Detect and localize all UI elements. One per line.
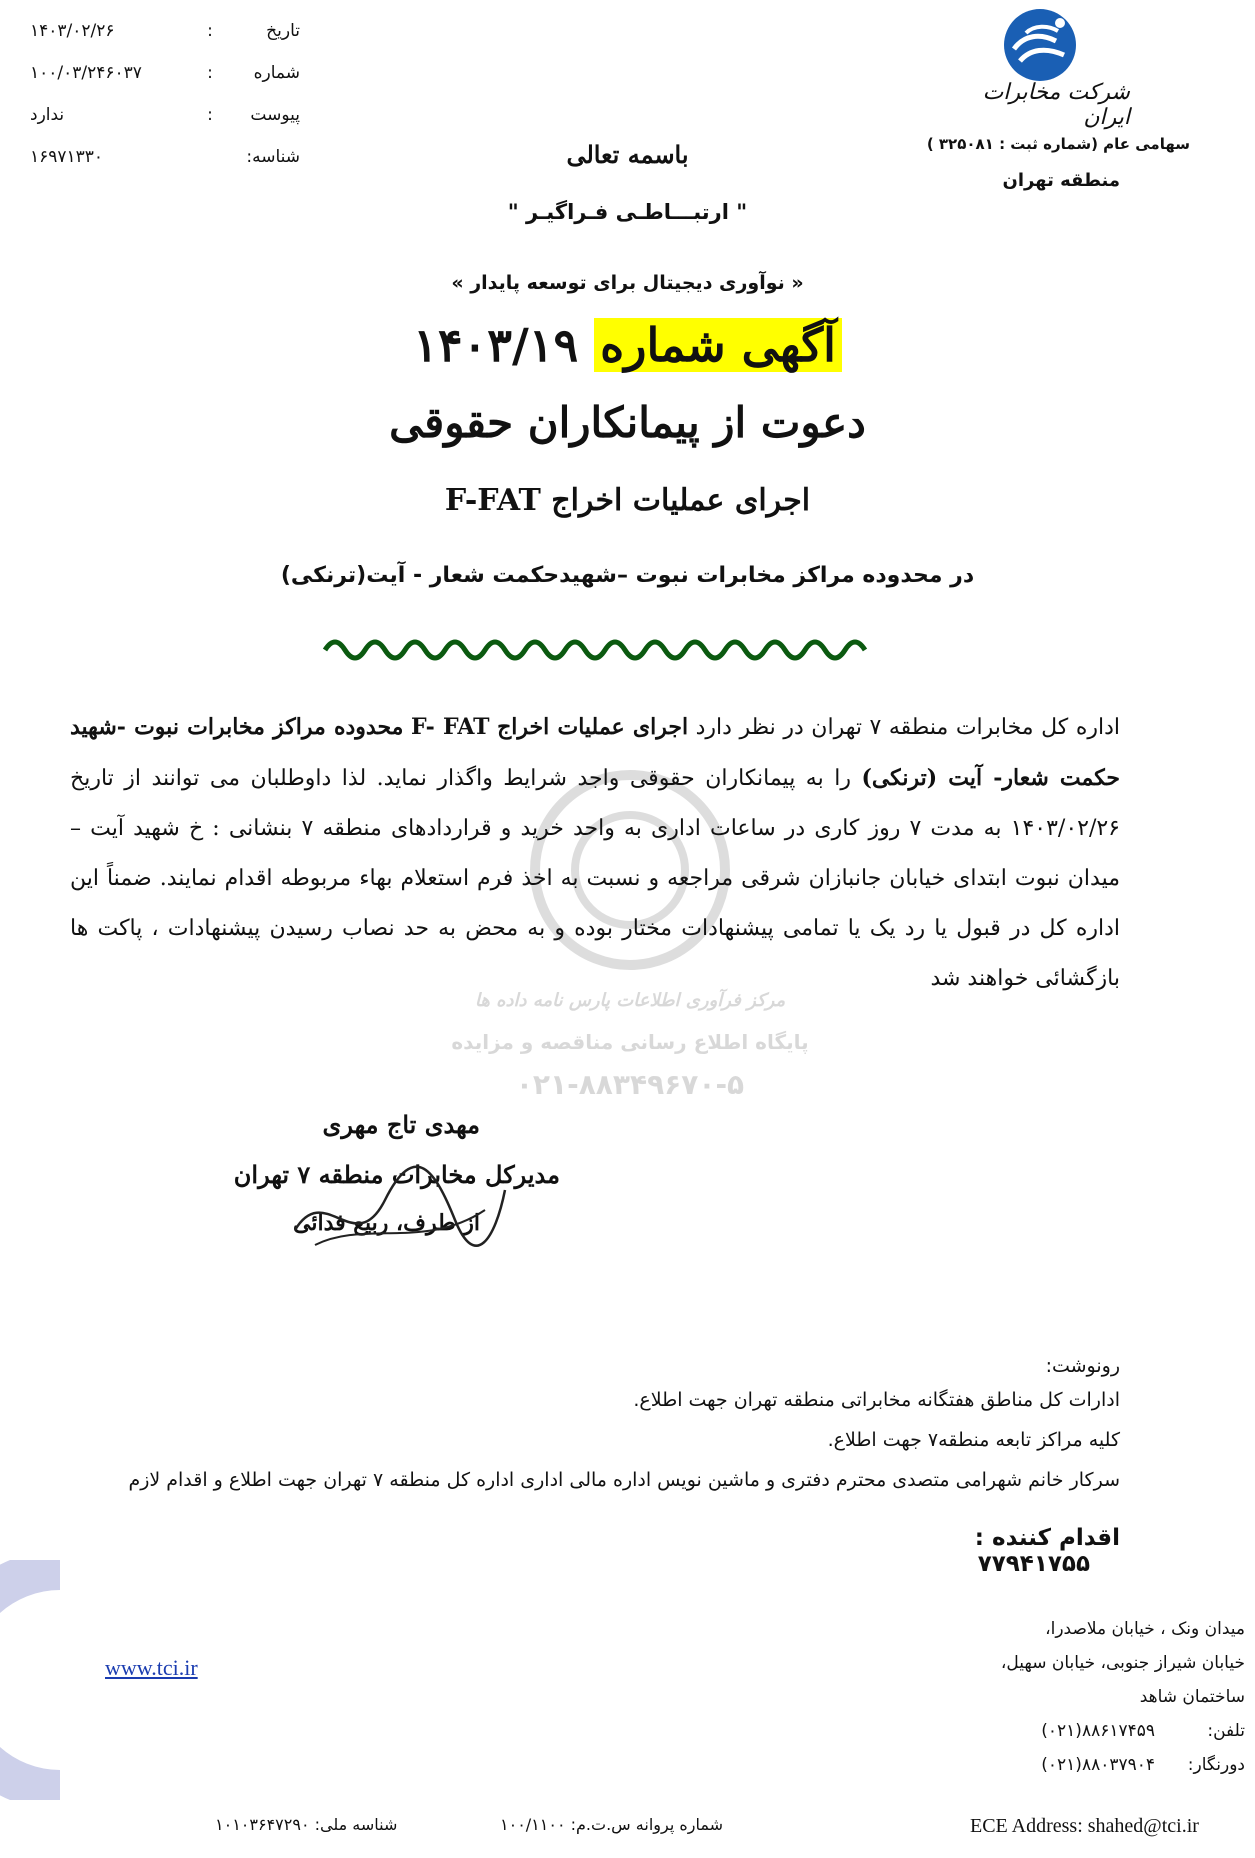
phone-row [860, 1714, 1245, 1748]
ad-number-heading [0, 318, 1255, 372]
bismillah-heading: باسمه تعالی [566, 140, 689, 169]
watermark-phone: ۰۲۱-۸۸۳۴۹۶۷۰-۵ [515, 1068, 745, 1101]
attachment-value: ندارد [30, 105, 65, 125]
company-registration: سهامی عام (شماره ثبت : ۳۲۵۰۸۱ ) [926, 135, 1190, 153]
fax-value: (۰۲۱)۸۸۰۳۷۹۰۴ [1041, 1755, 1155, 1775]
body-project: اجرای عملیات اخراج [497, 714, 689, 740]
announcement-body [70, 702, 1120, 1004]
copy-recipient: ادارات کل مناطق هفتگانه مخابراتی منطقه تهران جهت اطلاع. [633, 1389, 1120, 1411]
action-label: اقدام کننده : [974, 1525, 1120, 1551]
action-number: ۷۷۹۴۱۷۵۵ [977, 1551, 1090, 1577]
slogan-primary: " ارتبـــاطـی فـراگیـر " [507, 200, 748, 224]
body-intro: اداره کل مخابرات منطقه ۷ تهران در نظر دارد [695, 715, 1120, 740]
ornamental-divider [315, 630, 875, 670]
date-row: تاریخ : ۱۴۰۳/۰۲/۲۶ [30, 21, 300, 41]
signer-title: مدیرکل مخابرات منطقه ۷ تهران [233, 1160, 560, 1189]
tci-emblem-icon [1000, 5, 1080, 85]
company-name: شرکت مخابرات ایران [982, 80, 1130, 130]
company-logo [926, 5, 1210, 205]
fax-row [860, 1748, 1245, 1782]
signer-name: مهدی تاج مهری [322, 1110, 480, 1139]
fax-label: دورنگار: [1187, 1755, 1245, 1775]
address-line: میدان ونک ، خیابان ملاصدرا، [1045, 1619, 1245, 1639]
watermark-line1: مرکز فرآوری اطلاعات پارس نامه داده ها [474, 990, 786, 1011]
attachment-row: پیوست : ندارد [30, 105, 300, 125]
copies-section [120, 1355, 1120, 1509]
body-ffat: F- FAT [411, 714, 490, 740]
body-details: را به پیمانکاران حقوقی واجد شرایط واگذار نماید. لذا داوطلبان می توانند از تاریخ ۱۴۰۳/۰۲/۲۶ به مدت ۷ روز کاری در ساعات اداری به واحد خرید و قراردادهای منطقه ۷ بنشانی : خ شهید آیت – میدان نبوت ابتدای خیابان جانبازان شرقی مراجعه و نسبت به اخذ فرم استعلام بهاء مربوطه اقدام نمایند. ضمناً این اداره کل در قبول یا رد یک یا تمامی پیشنهادات مختار بوده و به محض به حد نصاب رسیدن پیشنهادات ، پاکت ها بازگشائی خواهند شد [70, 766, 1120, 991]
id-value: ۱۶۹۷۱۳۳۰ [30, 147, 104, 167]
company-region: منطقه تهران [1002, 170, 1120, 191]
permit-number: شماره پروانه س.ت.م: ۱۰۰/۱۱۰۰ [500, 1815, 723, 1834]
number-value: ۱۰۰/۰۳/۲۴۶۰۳۷ [30, 63, 142, 83]
slogan-secondary: « نوآوری دیجیتال برای توسعه پایدار » [451, 272, 804, 294]
address-line: خیابان شیراز جنوبی، خیابان سهیل، [1000, 1653, 1245, 1673]
company-address [860, 1612, 1245, 1782]
copy-recipient: سرکار خانم شهرامی متصدی محترم دفتری و ماشین نویس اداره مالی اداری اداره کل منطقه ۷ تهران جهت اطلاع و اقدام لازم [128, 1469, 1120, 1491]
attachment-label: پیوست [250, 105, 300, 125]
area-heading: در محدوده مراکز مخابرات نبوت –شهیدحکمت شعار - آیت(ترنکی) [280, 563, 975, 588]
signer-on-behalf: از طرف، ربیع فدائی [293, 1210, 480, 1236]
ad-number: ۱۴۰۳/۱۹ [413, 318, 579, 372]
copy-recipient: کلیه مراکز تابعه منطقه۷ جهت اطلاع. [827, 1429, 1120, 1451]
decorative-arc-icon [0, 1560, 90, 1800]
ece-address: ECE Address: shahed@tci.ir [970, 1815, 1199, 1837]
id-label: شناسه: [246, 147, 300, 167]
website-link[interactable]: www.tci.ir [105, 1655, 198, 1680]
date-label: تاریخ [266, 21, 300, 41]
phone-label: تلفن: [1207, 1721, 1245, 1741]
phone-value: (۰۲۱)۸۸۶۱۷۴۵۹ [1041, 1721, 1155, 1741]
date-value: ۱۴۰۳/۰۲/۲۶ [30, 21, 115, 41]
copies-heading: رونوشت: [1045, 1355, 1120, 1377]
ad-label-highlight: آگهی شماره [594, 318, 842, 372]
national-id: شناسه ملی: ۱۰۱۰۳۶۴۷۲۹۰ [215, 1815, 398, 1834]
watermark-line2: پایگاه اطلاع رسانی مناقصه و مزایده [451, 1030, 809, 1054]
body-area: محدوده مراکز مخابرات نبوت -شهید حکمت شعار- آیت (ترنکی) [70, 714, 1120, 791]
handwritten-signature-icon [285, 1150, 515, 1270]
number-label: شماره [253, 63, 300, 83]
action-by [850, 1525, 1120, 1577]
number-row: شماره : ۱۰۰/۰۳/۲۴۶۰۳۷ [30, 63, 300, 83]
address-line: ساختمان شاهد [1139, 1687, 1245, 1707]
project-heading: اجرای عملیات اخراج F-FAT [444, 483, 811, 518]
invitation-heading: دعوت از پیمانکاران حقوقی [389, 398, 866, 447]
